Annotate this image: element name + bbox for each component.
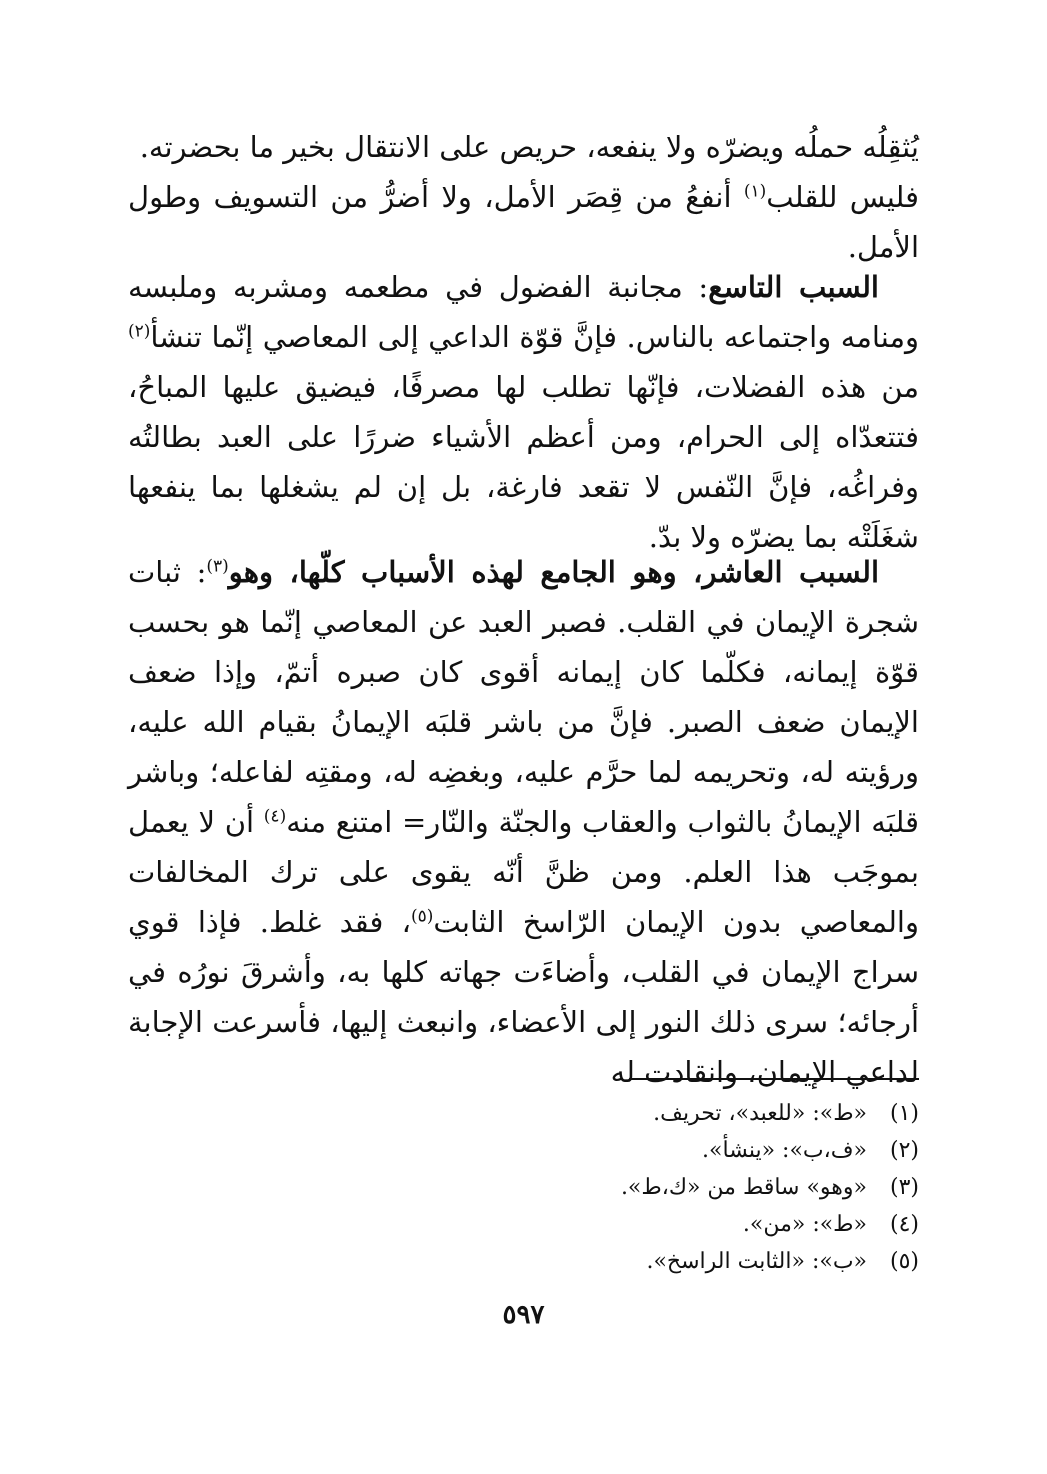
footnote-ref-2: (٢) (128, 321, 151, 342)
footnote-text: «ط»: «من». (742, 1212, 867, 1237)
footnote-item (128, 1132, 919, 1169)
paragraph-text: أنفعُ من قِصَر الأمل، ولا أضرُّ من التسويف وطول الأمل. (128, 180, 919, 264)
footnote-text: «ب»: «الثابت الراسخ». (646, 1249, 867, 1274)
footnote-number: (٤) (889, 1212, 919, 1237)
footnote-item (128, 1243, 919, 1280)
paragraph-text: : ثبات شجرة الإيمان في القلب. فصبر العبد عن المعاصي إنّما هو بحسب قوّة إيمانه، فكلّما كان إيمانه أقوى كان صبره أتمّ، وإذا ضعف الإيمان ضعف الصبر. فإنَّ من باشر قلبَه الإيمانُ بقيام الله عليه، ورؤيته له، وتحريمه لما حرَّم عليه، وبغضِه له، ومقتِه لفاعله؛ وباشر قلبَه الإيمانُ بالثواب والعقاب والجنّة والنّار= امتنع منه (128, 555, 919, 839)
paragraph-line (128, 172, 919, 272)
page-number: ٥٩٧ (502, 1300, 545, 1330)
footnote-number: (١) (889, 1101, 919, 1126)
section-lead: السبب العاشر، وهو الجامع لهذه الأسباب كلّها، وهو (228, 555, 880, 589)
paragraph-continuation (128, 122, 919, 272)
paragraph-tenth-cause (128, 547, 919, 1097)
footnote-number: (٣) (889, 1175, 919, 1200)
footnote-ref-1: (١) (743, 181, 767, 202)
footnote-number: (٢) (889, 1138, 919, 1163)
paragraph-text: من هذه الفضلات، فإنّها تطلب لها مصرفًا، فيضيق عليها المباحُ، فتتعدّاه إلى الحرام، ومن أعظم الأشياء ضررًا على العبد بطالتُه وفراغُه، فإنَّ النّفس لا تقعد فارغة، بل إن لم يشغلها بما ينفعها شغَلَتْه بما يضرّه ولا بدّ. (128, 370, 919, 554)
paragraph-line (128, 122, 919, 172)
footnote-item (128, 1169, 919, 1206)
footnote-ref-5: (٥) (410, 906, 434, 927)
footnote-ref-3: (٣) (206, 556, 229, 577)
footnote-text: «ط»: «للعبد»، تحريف. (653, 1101, 867, 1126)
paragraph-text: فليس للقلب (766, 180, 919, 214)
paragraph-text: : مجانبة الفضول في مطعمه ومشربه وملبسه ومنامه واجتماعه بالناس. فإنَّ قوّة الداعي إلى المعاصي إنّما تنشأ (128, 270, 919, 354)
footnote-ref-4: (٤) (263, 806, 287, 827)
footnote-separator (629, 1078, 919, 1080)
paragraph-text: ، فقد غلط. فإذا قوي سراج الإيمان في القلب، وأضاءَت جهاته كلها به، وأشرقَ نورُه في أرجائه؛ سرى ذلك النور إلى الأعضاء، وانبعث إليها، فأسرعت الإجابة لداعي الإيمان، وانقادت له (128, 905, 919, 1089)
paragraph-ninth-cause (128, 262, 919, 562)
paragraph-text: يُثقِلُه حملُه ويضرّه ولا ينفعه، حريص على الانتقال بخير ما بحضرته. (139, 130, 919, 164)
paragraph-text: أن لا يعمل بموجَب هذا العلم. ومن ظنَّ أنّه يقوى على ترك المخالفات والمعاصي بدون الإيمان الرّاسخ الثابت (128, 805, 919, 939)
footnote-list (128, 1095, 919, 1280)
footnote-number: (٥) (889, 1249, 919, 1274)
footnote-item (128, 1095, 919, 1132)
section-lead: السبب التاسع (708, 270, 879, 304)
footnote-text: «وهو» ساقط من «ك،ط». (620, 1175, 867, 1200)
footnote-text: «ف،ب»: «ينشأ». (702, 1138, 867, 1163)
footnote-item (128, 1206, 919, 1243)
